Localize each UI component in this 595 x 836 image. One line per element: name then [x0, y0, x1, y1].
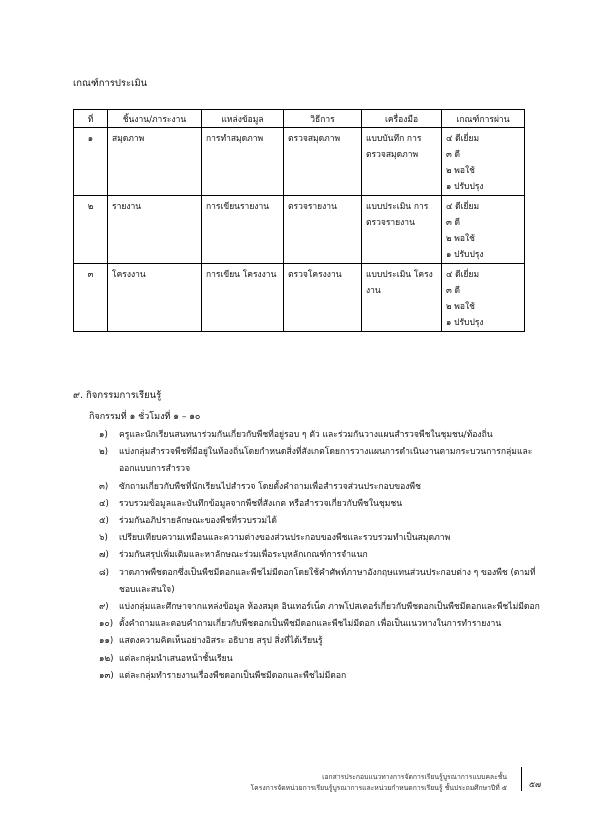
activity-text: วาดภาพพืชดอกซึ่งเป็นพืชมีดอกและพืชไม่มีดอกโดยใช้คำศัพท์ภาษาอังกฤษแทนส่วนประกอบต่าง ๆ ของพืช (ตามที่ชอบและสนใจ)	[119, 567, 536, 595]
activity-item	[73, 496, 543, 513]
page-number: ๕๗	[529, 780, 542, 789]
header-source: แหล่งข้อมูล	[202, 110, 284, 128]
cell-method: ตรวจโครงงาน	[284, 264, 362, 332]
activity-item	[73, 651, 543, 668]
page-footer	[251, 772, 507, 794]
header-task: ชิ้นงาน/ภาระงาน	[108, 110, 202, 128]
cell-task: รายงาน	[108, 196, 202, 264]
criteria-level: ๔ ดีเยี่ยม	[446, 202, 480, 212]
activity-text: แต่ละกลุ่มทำรายงานเรื่องพืชดอกเป็นพืชมีดอกและพืชไม่มีดอก	[119, 670, 347, 681]
evaluation-table	[73, 109, 525, 332]
criteria-level: ๔ ดีเยี่ยม	[446, 134, 480, 144]
table-row	[74, 128, 525, 196]
activity-item	[73, 565, 543, 599]
activity-list	[73, 427, 543, 685]
activities-section	[73, 388, 543, 685]
activity-text: ครูและนักเรียนสนทนาร่วมกันเกี่ยวกับพืชที่อยู่รอบ ๆ ตัว และร่วมกันวางแผนสำรวจพืชในชุมชน/ท้องถิ่น	[119, 430, 493, 440]
activity-number: ๓)	[99, 481, 109, 492]
criteria-level: ๓ ดี	[446, 218, 461, 228]
activity-item	[73, 599, 543, 616]
activity-number: ๖)	[99, 533, 108, 544]
activity-text: เปรียบเทียบความเหมือนและความต่างของส่วนประกอบของพืชและรวบรวมทำเป็นสมุดภาพ	[119, 533, 451, 544]
activities-subheading: กิจกรรมที่ ๑ ชั่วโมงที่ ๑ – ๑๐	[89, 412, 201, 422]
cell-task: สมุดภาพ	[108, 128, 202, 196]
cell-task: โครงงาน	[108, 264, 202, 332]
activity-item	[73, 427, 543, 444]
activities-heading: ๙. กิจกรรมการเรียนรู้	[73, 390, 162, 401]
activity-text: แต่ละกลุ่มนำเสนอหน้าชั้นเรียน	[119, 653, 233, 664]
footer-line: โครงการจัดหน่วยการเรียนรู้บูรณาการและหน่วยกำหนดการเรียนรู้ ชั้นประถมศึกษาปีที่ ๕	[250, 784, 507, 792]
cell-method: ตรวจสมุดภาพ	[284, 128, 362, 196]
table-header-row	[74, 110, 525, 128]
cell-tool: แบบบันทึก การตรวจสมุดภาพ	[362, 128, 442, 196]
activity-number: ๑๓)	[99, 670, 114, 681]
activity-number: ๕)	[99, 516, 109, 527]
activity-text: แบ่งกลุ่มและศึกษาจากแหล่งข้อมูล ห้องสมุด อินเทอร์เน็ต ภาพโปสเตอร์เกี่ยวกับพืชดอกเป็นพืชมีดอกและพืชไม่มีดอก	[119, 602, 540, 613]
activity-item	[73, 444, 543, 478]
activity-number: ๒)	[99, 447, 109, 458]
activity-item	[73, 479, 543, 496]
table-row	[74, 196, 525, 264]
activity-number: ๗)	[99, 550, 109, 561]
activity-item	[73, 633, 543, 650]
criteria-level: ๓ ดี	[446, 150, 461, 160]
activity-text: ซักถามเกี่ยวกับพืชที่นักเรียนไปสำรวจ โดยตั้งคำถามเพื่อสำรวจส่วนประกอบของพืช	[119, 481, 421, 492]
activity-item	[73, 616, 543, 633]
activity-text: ร่วมกันสรุปเพิ่มเติมและหาลักษณะร่วมเพื่อระบุหลักเกณฑ์การจำแนก	[119, 550, 368, 561]
activity-item	[73, 513, 543, 530]
activity-text: แสดงความคิดเห็นอย่างอิสระ อธิบาย สรุป สิ่งที่ได้เรียนรู้	[119, 636, 323, 647]
activity-text: รวบรวมข้อมูลและบันทึกข้อมูลจากพืชที่สังเกต หรือสำรวจเกี่ยวกับพืชในชุมชน	[119, 498, 403, 509]
section-title: เกณฑ์การประเมิน	[73, 78, 148, 89]
criteria-level: ๒ พอใช้	[446, 234, 475, 244]
criteria-level: ๑ ปรับปรุง	[446, 318, 484, 328]
criteria-level: ๔ ดีเยี่ยม	[446, 270, 480, 280]
footer-divider	[521, 767, 522, 791]
activity-number: ๑๑)	[99, 636, 114, 647]
activity-number: ๑๒)	[99, 653, 114, 664]
cell-criteria	[442, 128, 525, 196]
activity-text: แบ่งกลุ่มสำรวจพืชที่มีอยู่ในท้องถิ่นโดยกำหนดสิ่งที่สังเกตโดยการวางแผนการดำเนินงานตามกระบวนการกลุ่มและออกแบบการสำรวจ	[119, 447, 533, 475]
activity-number: ๑๐)	[99, 619, 114, 630]
cell-method: ตรวจรายงาน	[284, 196, 362, 264]
criteria-level: ๑ ปรับปรุง	[446, 250, 484, 260]
header-tool: เครื่องมือ	[362, 110, 442, 128]
criteria-level: ๓ ดี	[446, 286, 461, 296]
header-criteria: เกณฑ์การผ่าน	[442, 110, 525, 128]
activity-number: ๘)	[99, 567, 109, 578]
activity-item	[73, 668, 543, 685]
header-method: วิธีการ	[284, 110, 362, 128]
table-row	[74, 264, 525, 332]
criteria-level: ๑ ปรับปรุง	[446, 182, 484, 192]
cell-source: การเขียนรายงาน	[202, 196, 284, 264]
activity-number: ๔)	[99, 498, 109, 509]
cell-no: ๒	[74, 196, 108, 264]
footer-line: เอกสารประกอบแนวทางการจัดการเรียนรู้บูรณาการแบบคละชั้น	[322, 773, 507, 781]
activity-item	[73, 530, 543, 547]
activity-number: ๙)	[99, 602, 109, 613]
cell-no: ๑	[74, 128, 108, 196]
activity-item	[73, 547, 543, 564]
activity-text: ตั้งคำถามและตอบคำถามเกี่ยวกับพืชดอกเป็นพืชมีดอกและพืชไม่มีดอก เพื่อเป็นแนวทางในการทำรายงาน	[119, 619, 502, 630]
cell-source: การทำสมุดภาพ	[202, 128, 284, 196]
header-no: ที่	[74, 110, 108, 128]
criteria-level: ๒ พอใช้	[446, 302, 475, 312]
cell-tool: แบบประเมิน โครงงาน	[362, 264, 442, 332]
cell-tool: แบบประเมิน การตรวจรายงาน	[362, 196, 442, 264]
cell-source: การเขียน โครงงาน	[202, 264, 284, 332]
activity-number: ๑)	[99, 430, 108, 440]
cell-no: ๓	[74, 264, 108, 332]
cell-criteria	[442, 196, 525, 264]
activity-text: ร่วมกันอภิปรายลักษณะของพืชที่รวบรวมได้	[119, 516, 277, 527]
cell-criteria	[442, 264, 525, 332]
criteria-level: ๒ พอใช้	[446, 166, 475, 176]
